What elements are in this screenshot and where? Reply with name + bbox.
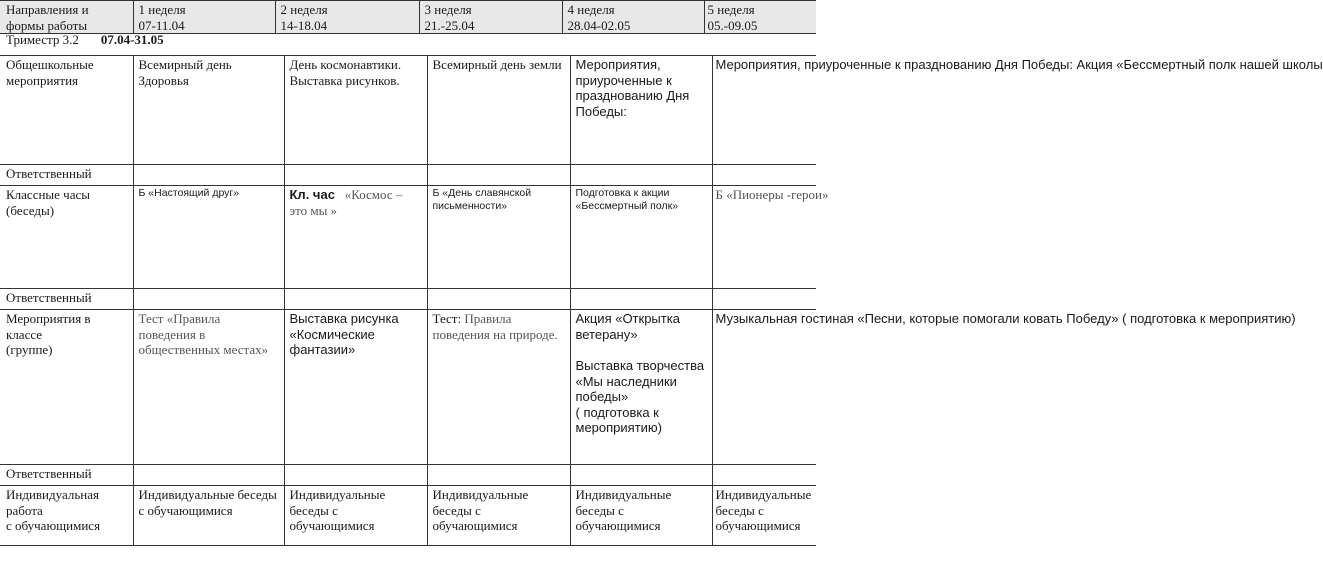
responsible-cell <box>570 289 712 310</box>
responsible-cell <box>284 165 427 186</box>
week-3-header: 3 неделя 21.-25.04 <box>419 1 562 34</box>
responsible-cell <box>284 289 427 310</box>
school-events-week-4: Мероприятия, приуроченные к празднованию Дня Победы: <box>570 56 712 165</box>
responsible-cell <box>712 165 816 186</box>
responsible-label: Ответственный <box>0 465 133 486</box>
class-hours-week-1: Б «Настоящий друг» <box>133 186 284 289</box>
responsible-cell <box>133 289 284 310</box>
table-row <box>0 465 816 486</box>
directions-header: Направления и формы работы <box>0 1 133 34</box>
responsible-cell <box>133 465 284 486</box>
header-table <box>0 0 816 34</box>
school-events-week-3: Всемирный день земли <box>427 56 570 165</box>
school-events-week-1: Всемирный день Здоровья <box>133 56 284 165</box>
class-events-week-2: Выставка рисунка «Космические фантазии» <box>284 310 427 465</box>
class-hours-week-3: Б «День славянской письменности» <box>427 186 570 289</box>
class-events-week-3: Тест: Правила поведения на природе. <box>427 310 570 465</box>
week-2-header: 2 неделя 14-18.04 <box>275 1 419 34</box>
responsible-cell <box>570 465 712 486</box>
table-row <box>0 289 816 310</box>
plan-table <box>0 55 1323 546</box>
responsible-cell <box>712 289 816 310</box>
individual-work-week-1: Индивидуальные беседы с обучающимися <box>133 486 284 546</box>
table-row <box>0 56 816 165</box>
individual-work-week-2: Индивидуальные беседы с обучающимися <box>284 486 427 546</box>
class-hours-week-2: Кл. час «Космос – это мы » <box>284 186 427 289</box>
responsible-cell <box>712 465 816 486</box>
class-hours-label: Классные часы (беседы) <box>0 186 133 289</box>
table-row <box>0 310 816 465</box>
individual-work-week-3: Индивидуальные беседы с обучающимися <box>427 486 570 546</box>
individual-work-label: Индивидуальная работа с обучающимися <box>0 486 133 546</box>
class-events-label: Мероприятия в классе (группе) <box>0 310 133 465</box>
school-events-label: Общешкольные мероприятия <box>0 56 133 165</box>
individual-work-week-5: Индивидуальные беседы с обучающимися <box>712 486 816 546</box>
header-row <box>0 1 816 34</box>
week-4-header: 4 неделя 28.04-02.05 <box>562 1 704 34</box>
trimester-label: Триместр 3.2 <box>6 32 79 47</box>
responsible-cell <box>427 465 570 486</box>
individual-work-week-4: Индивидуальные беседы с обучающимися <box>570 486 712 546</box>
school-events-week-5: Мероприятия, приуроченные к празднованию Дня Победы: Акция «Бессмертный полк нашей школы <box>712 56 816 165</box>
trimester-dates: 07.04-31.05 <box>100 32 164 47</box>
class-events-week-1: Тест «Правила поведения в общественных местах» <box>133 310 284 465</box>
class-events-week-4: Акция «Открытка ветерану» Выставка творчества «Мы наследники победы» ( подготовка к мероприятию) <box>570 310 712 465</box>
table-row <box>0 165 816 186</box>
responsible-cell <box>427 165 570 186</box>
responsible-cell <box>570 165 712 186</box>
class-hours-week-4: Подготовка к акции «Бессмертный полк» <box>570 186 712 289</box>
responsible-cell <box>284 465 427 486</box>
table-row <box>0 186 816 289</box>
week-1-header: 1 неделя 07-11.04 <box>133 1 275 34</box>
week-5-header: 5 неделя 05.-09.05 <box>704 1 816 34</box>
trimester-line <box>6 32 164 48</box>
responsible-label: Ответственный <box>0 165 133 186</box>
table-row <box>0 486 816 546</box>
school-events-week-2: День космонавтики. Выставка рисунков. <box>284 56 427 165</box>
class-hours-week-5: Б «Пионеры -герои» <box>712 186 816 289</box>
responsible-cell <box>427 289 570 310</box>
responsible-label: Ответственный <box>0 289 133 310</box>
class-events-week-5: Музыкальная гостиная «Песни, которые помогали ковать Победу» ( подготовка к мероприятию) <box>712 310 816 465</box>
responsible-cell <box>133 165 284 186</box>
